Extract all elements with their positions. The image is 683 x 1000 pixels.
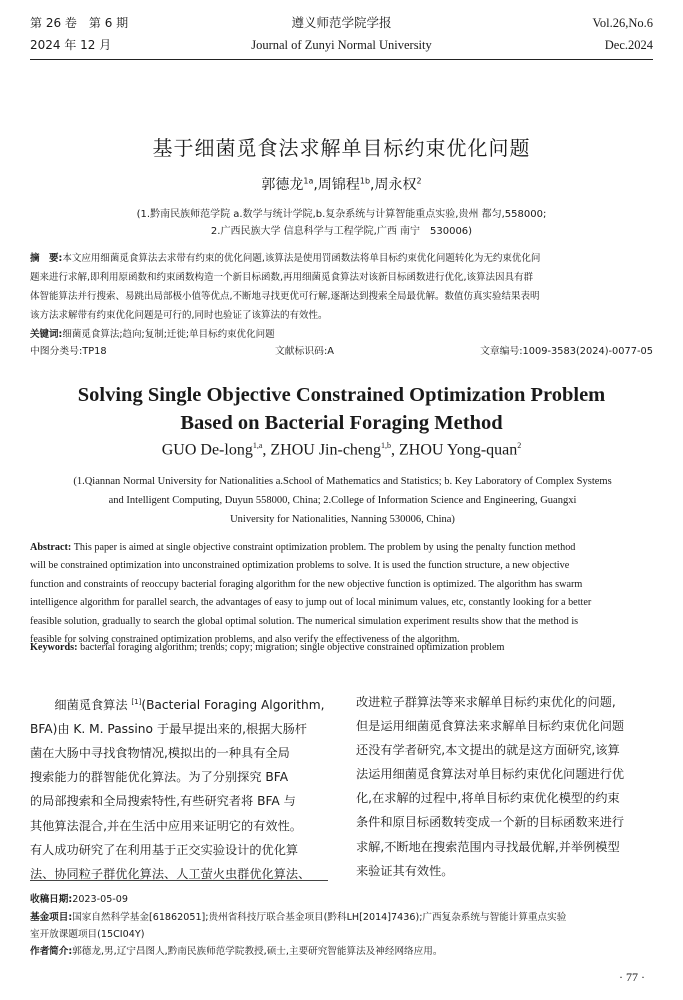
fund-text-1: 国家自然科学基金[61862051];贵州省科技厅联合基金项目(黔科LH[2014]7436);广西复杂系统与智能计算重点实验	[72, 912, 567, 923]
author-cn-2: 周锦程	[317, 177, 360, 193]
affiliation-en-line-2: and Intelligent Computing, Duyun 558000, China; 2.College of Information Science and Engineering, Guangxi	[108, 495, 577, 506]
affiliation-en	[30, 472, 655, 529]
body-left-line-6: 其他算法混合,并在生活中应用来证明它的有效性。	[30, 818, 302, 833]
author-en-2: ZHOU Jin-cheng	[270, 441, 382, 459]
header-rule	[30, 59, 653, 60]
body-right-line-7: 求解,不断地在搜索范围内寻找最优解,并举例模型	[356, 839, 620, 854]
body-column-right	[356, 690, 654, 883]
footnote-received	[30, 892, 655, 909]
abstract-en-line-4: intelligence algorithm for parallel search, the advantages of easy to jump out of local minimum values, etc, constantly looking for a better	[30, 597, 592, 609]
body-right-line-5: 化,在求解的过程中,将单目标约束优化模型的约束	[356, 791, 620, 806]
author-en-1: GUO De-long	[161, 441, 253, 459]
footnote-fund	[30, 910, 655, 927]
header-journal-cn: 遵义师范学院学报	[291, 15, 392, 30]
title-en-line-1: Solving Single Objective Constrained Optimization Problem	[77, 384, 606, 406]
keywords-en-text: bacterial foraging algorithm; trends; copy; migration; single objective constrained optimization problem	[80, 642, 505, 653]
footnote-rule	[30, 880, 328, 881]
authors-cn	[0, 174, 683, 194]
footnote-fund-line-2: 室开放课题项目(15CI04Y)	[30, 929, 145, 940]
keywords-en	[30, 642, 655, 653]
abstract-en-line-1: Abstract: This paper is aimed at single objective constraint optimization problem. The problem by using the penalty function method	[30, 542, 576, 553]
author-separator: ,	[262, 441, 271, 459]
header-date-en: Dec.2024	[604, 38, 653, 52]
body-right-line-3: 还没有学者研究,本文提出的就是这方面研究,该算	[356, 743, 620, 758]
abstract-cn-line-2: 题来进行求解,即利用原函数和约束函数构造一个新目标函数,再用细菌觅食算法对该新目标函数进行优化,该算法因具有群	[30, 272, 534, 283]
author-separator: ,	[391, 441, 400, 459]
abstract-en-line-3: function and constraints of reoccupy bacterial foraging algorithm for the new objective function is optimized. The algorithm has swarm	[30, 578, 583, 590]
page-number: · 77 ·	[619, 970, 645, 984]
citation-ref: [1]	[131, 698, 142, 706]
keywords-cn	[30, 326, 655, 340]
author-cn-3-sup: 2	[416, 176, 422, 186]
footnote-author	[30, 944, 655, 961]
title-en-line-2: Based on Bacterial Foraging Method	[180, 412, 503, 434]
received-date: 2023-05-09	[72, 894, 128, 905]
abstract-en-line-6: feasible for solving constrained optimization problems, and also verify the effectiveness of the algorithm.	[30, 634, 460, 646]
abstract-cn-line-4: 该方法求解带有约束优化问题是可行的,同时也验证了该算法的有效性。	[30, 310, 328, 321]
header-journal-en: Journal of Zunyi Normal University	[251, 38, 432, 52]
received-label: 收稿日期:	[30, 894, 73, 905]
author-cn-3: 周永权	[374, 177, 417, 193]
header-date-cn: 2024 年 12 月	[30, 38, 112, 52]
author-bio-label: 作者简介:	[30, 946, 73, 957]
author-cn-2-sup: 1b	[359, 176, 371, 186]
body-right-line-4: 法运用细菌觅食算法对单目标约束优化问题进行优	[356, 767, 625, 782]
abstract-cn-line-3: 体智能算法并行搜索、易跳出局部极小值等优点,不断地寻找更优可行解,逐渐达到搜索全局最优解。数值仿真实验结果表明	[30, 291, 540, 302]
body-right-line-2: 但是运用细菌觅食算法来求解单目标约束优化问题	[356, 719, 625, 734]
body-left-line-4: 搜索能力的群智能优化算法。为了分别探究 BFA	[30, 770, 289, 785]
affiliation-en-line-1: (1.Qiannan Normal University for Nationalities a.School of Mathematics and Statistics; b. Key Laboratory of Complex Systems	[73, 476, 612, 487]
body-column-left	[30, 690, 328, 886]
title-cn: 基于细菌觅食法求解单目标约束优化问题	[152, 136, 531, 160]
authors-en	[0, 441, 683, 459]
abstract-en-label: Abstract:	[30, 542, 72, 553]
body-right-line-6: 条件和原目标函数转变成一个新的目标函数来进行	[356, 815, 625, 830]
author-cn-1: 郭德龙	[261, 177, 304, 193]
header-vol-en: Vol.26,No.6	[592, 16, 653, 30]
author-en-1-sup: 1,a	[252, 441, 263, 450]
body-left-line-2: BFA)由 K. M. Passino 于最早提出来的,根据大肠杆	[30, 722, 307, 737]
abstract-en-line-5: feasible solution, gradually to search the global optimal solution. The numerical simulation experiment results show that the method is	[30, 615, 579, 627]
author-separator: ,	[313, 177, 318, 193]
keywords-en-label: Keywords:	[30, 642, 78, 653]
body-left-line-5: 的局部搜索和全局搜索特性,有些研究者将 BFA 与	[30, 794, 296, 809]
affiliation-cn-line-1: (1.黔南民族师范学院 a.数学与统计学院,b.复杂系统与计算智能重点实验,贵州 都匀,558000;	[136, 209, 547, 220]
header-volume-issue: 第 26 卷 第 6 期	[30, 16, 129, 30]
keywords-cn-text: 细菌觅食算法;趋向;复制;迁徙;单目标约束优化问题	[62, 329, 275, 340]
abstract-cn-label: 摘 要:	[30, 253, 63, 264]
body-left-line-7: 有人成功研究了在利用基于正交实验设计的优化算	[30, 842, 299, 857]
affiliation-en-line-3: University for Nationalities, Nanning 530006, China)	[230, 514, 455, 525]
author-en-2-sup: 1,b	[381, 441, 392, 450]
author-en-3: ZHOU Yong-quan	[399, 441, 518, 459]
author-separator: ,	[370, 177, 375, 193]
body-right-line-8: 来验证其有效性。	[356, 863, 454, 878]
clc-number: 中图分类号:TP18	[30, 346, 107, 357]
body-left-line-8: 法、协同粒子群优化算法、人工萤火虫群优化算法、	[30, 866, 311, 881]
abstract-en-line-2: will be constrained optimization into unconstrained optimization problems to solve. It is used the function structure, a new objective	[30, 560, 570, 572]
author-bio: 郭德龙,男,辽宁昌图人,黔南民族师范学院教授,硕士,主要研究智能算法及神经网络应用。	[72, 946, 443, 957]
author-en-3-sup: 2	[517, 441, 522, 450]
affiliation-cn-line-2: 2.广西民族大学 信息科学与工程学院,广西 南宁 530006)	[210, 226, 473, 237]
author-cn-1-sup: 1a	[303, 176, 314, 186]
body-right-line-1: 改进粒子群算法等来求解单目标约束优化的问题,	[356, 695, 616, 709]
abstract-cn-line-1: 摘 要:本文应用细菌觅食算法去求带有约束的优化问题,该算法是使用罚函数法将单目标约束优化问题转化为无约束优化问	[30, 253, 541, 264]
body-left-line-1: 细菌觅食算法 [1](Bacterial Foraging Algorithm,	[54, 698, 325, 713]
keywords-cn-label: 关键词:	[30, 329, 63, 340]
article-number: 文章编号:1009-3583(2024)-0077-05	[480, 346, 653, 357]
fund-label: 基金项目:	[30, 912, 73, 923]
abstract-en	[30, 539, 655, 649]
body-left-line-3: 菌在大肠中寻找食物情况,模拟出的一种具有全局	[30, 746, 290, 761]
document-code: 文献标识码:A	[275, 346, 334, 357]
